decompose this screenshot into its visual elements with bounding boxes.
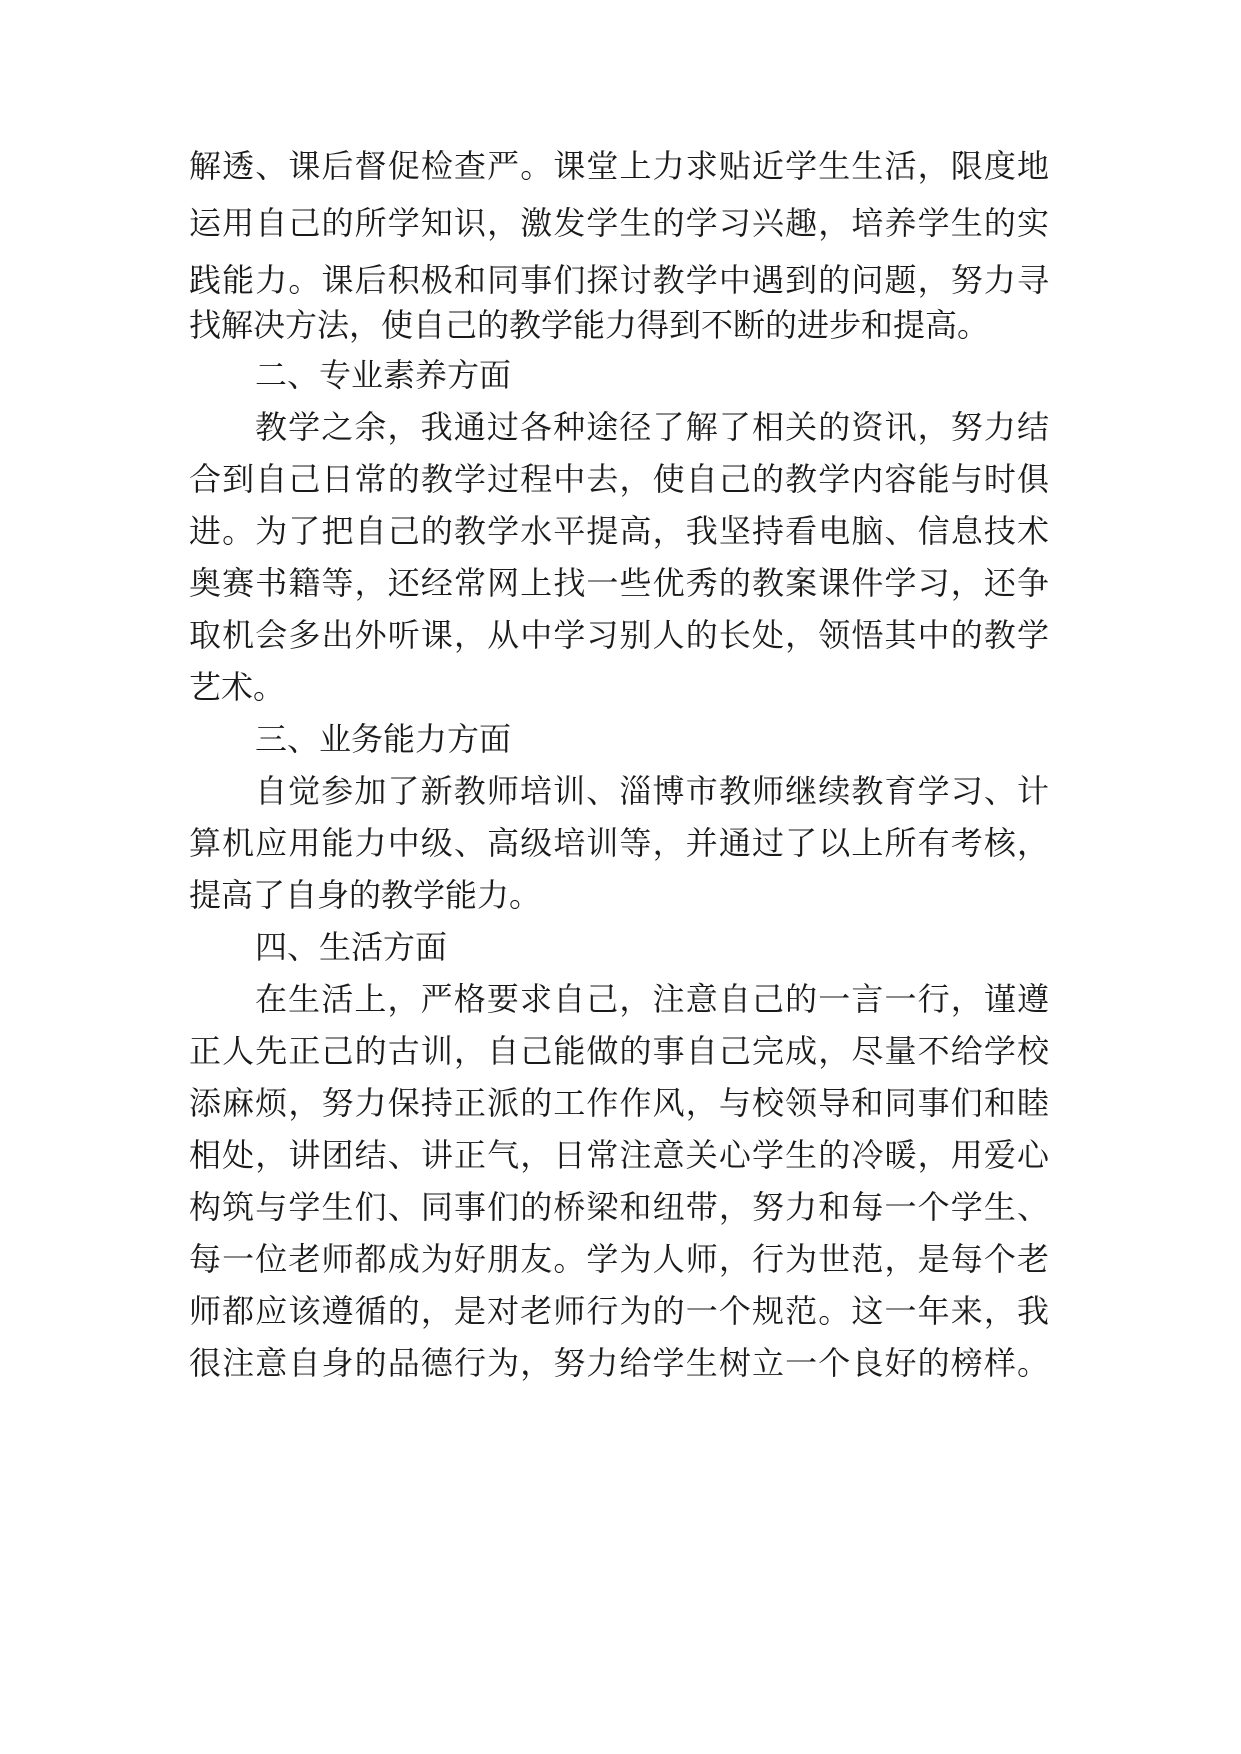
section-heading-life: 四、生活方面 <box>255 928 448 966</box>
text-line: 添麻烦，努力保持正派的工作作风，与校领导和同事们和睦 <box>189 1084 1049 1122</box>
text-line: 提高了自身的教学能力。 <box>189 876 542 914</box>
text-line: 进。为了把自己的教学水平提高，我坚持看电脑、信息技术 <box>189 512 1049 550</box>
text-line: 自觉参加了新教师培训、淄博市教师继续教育学习、计 <box>255 772 1049 810</box>
text-line: 取机会多出外听课，从中学习别人的长处，领悟其中的教学 <box>189 616 1049 654</box>
text-line: 正人先正己的古训，自己能做的事自己完成，尽量不给学校 <box>189 1032 1049 1070</box>
text-line: 教学之余，我通过各种途径了解了相关的资讯，努力结 <box>255 408 1049 446</box>
text-line: 师都应该遵循的，是对老师行为的一个规范。这一年来，我 <box>189 1292 1049 1330</box>
text-line: 艺术。 <box>189 668 286 706</box>
text-line: 相处，讲团结、讲正气，日常注意关心学生的冷暖，用爱心 <box>189 1136 1049 1174</box>
text-line: 找解决方法，使自己的教学能力得到不断的进步和提高。 <box>189 306 990 344</box>
text-line: 在生活上，严格要求自己，注意自己的一言一行，谨遵 <box>255 980 1049 1018</box>
text-line: 合到自己日常的教学过程中去，使自己的教学内容能与时俱 <box>189 460 1049 498</box>
text-line: 很注意自身的品德行为，努力给学生树立一个良好的榜样。 <box>189 1344 1049 1382</box>
text-line: 运用自己的所学知识，激发学生的学习兴趣，培养学生的实 <box>189 204 1049 242</box>
text-line: 解透、课后督促检查严。课堂上力求贴近学生生活，限度地 <box>189 147 1049 185</box>
text-line: 每一位老师都成为好朋友。学为人师，行为世范，是每个老 <box>189 1240 1049 1278</box>
text-line: 构筑与学生们、同事们的桥梁和纽带，努力和每一个学生、 <box>189 1188 1049 1226</box>
text-line: 践能力。课后积极和同事们探讨教学中遇到的问题，努力寻 <box>189 261 1049 299</box>
section-heading-professional: 二、专业素养方面 <box>255 356 512 394</box>
text-line: 算机应用能力中级、高级培训等，并通过了以上所有考核， <box>189 824 1049 862</box>
section-heading-business: 三、业务能力方面 <box>255 720 512 758</box>
text-line: 奥赛书籍等，还经常网上找一些优秀的教案课件学习，还争 <box>189 564 1049 602</box>
